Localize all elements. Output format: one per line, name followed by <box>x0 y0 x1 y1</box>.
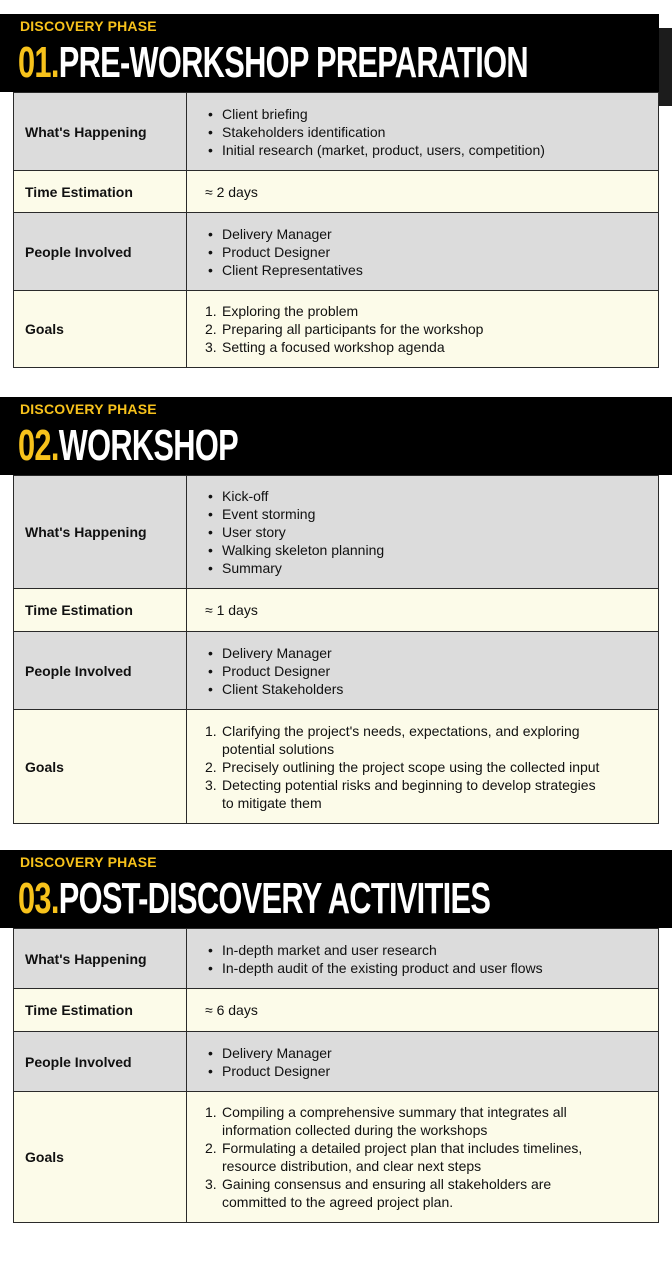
list-item: • Product Designer <box>205 243 652 261</box>
list-item: • Client Stakeholders <box>205 680 652 698</box>
list-item <box>205 776 652 812</box>
list-item: • User story <box>205 523 652 541</box>
time-value: ≈ 1 days <box>187 589 659 632</box>
row-label: Time Estimation <box>14 989 187 1032</box>
list-text: Preparing all participants for the workshop <box>222 321 484 337</box>
phase-number: 01. <box>18 38 59 87</box>
list-item: • Delivery Manager <box>205 644 652 662</box>
list-item: • In-depth audit of the existing product and user flows <box>205 959 652 977</box>
list-number: 1. <box>205 1104 217 1120</box>
list-text: Formulating a detailed project plan that includes timelines, <box>222 1140 583 1156</box>
row-label: Goals <box>14 1092 187 1223</box>
row-label: What's Happening <box>14 476 187 589</box>
list-number: 3. <box>205 1176 217 1192</box>
list-number: 1. <box>205 722 217 739</box>
numbered-list <box>205 1103 652 1211</box>
phase-table <box>13 928 659 1223</box>
phase-section-1 <box>0 14 672 355</box>
phase-header <box>0 850 672 928</box>
list-item <box>205 302 652 320</box>
list-item <box>205 758 652 776</box>
row-label: What's Happening <box>14 93 187 171</box>
list-text: Compiling a comprehensive summary that integrates all <box>222 1104 567 1120</box>
row-goals <box>14 1092 659 1223</box>
list-item <box>205 1175 652 1211</box>
list-number: 3. <box>205 776 217 793</box>
list-text: Setting a focused workshop agenda <box>222 339 445 355</box>
row-time-estimation <box>14 589 659 632</box>
phase-title <box>18 873 490 925</box>
row-value <box>187 291 659 368</box>
list-text: Detecting potential risks and beginning to develop strategies <box>222 776 596 793</box>
row-people-involved <box>14 1032 659 1092</box>
time-value: ≈ 2 days <box>187 171 659 213</box>
list-item: • Delivery Manager <box>205 1044 652 1062</box>
row-value <box>187 1092 659 1223</box>
list-item: • Stakeholders identification <box>205 123 652 141</box>
list-item: • Product Designer <box>205 1062 652 1080</box>
list-item <box>205 338 652 356</box>
bullet-list <box>205 644 652 698</box>
list-text: committed to the agreed project plan. <box>222 1194 454 1210</box>
row-label: Time Estimation <box>14 589 187 632</box>
phase-kicker: DISCOVERY PHASE <box>20 401 157 417</box>
list-item: • Walking skeleton planning <box>205 541 652 559</box>
list-number: 1. <box>205 303 217 319</box>
row-whats-happening <box>14 93 659 171</box>
list-item: • Initial research (market, product, users, competition) <box>205 141 652 159</box>
phase-table <box>13 475 659 824</box>
list-item: • In-depth market and user research <box>205 941 652 959</box>
list-text: Exploring the problem <box>222 303 359 319</box>
list-item <box>205 320 652 338</box>
phase-section-3 <box>0 850 672 1210</box>
phase-number: 03. <box>18 874 59 923</box>
time-value: ≈ 6 days <box>187 989 659 1032</box>
numbered-list <box>205 302 652 356</box>
row-value <box>187 93 659 171</box>
list-number: 2. <box>205 321 217 337</box>
list-text: resource distribution, and clear next steps <box>222 1158 482 1174</box>
list-text: Precisely outlining the project scope using the collected input <box>222 758 600 775</box>
list-item: • Summary <box>205 559 652 577</box>
phase-title <box>18 37 528 89</box>
list-item: • Kick-off <box>205 487 652 505</box>
list-text: to mitigate them <box>222 794 322 811</box>
phase-table <box>13 92 659 368</box>
list-text: potential solutions <box>222 740 335 757</box>
phase-number: 02. <box>18 421 59 470</box>
phase-kicker: DISCOVERY PHASE <box>20 854 157 870</box>
row-value <box>187 929 659 989</box>
row-whats-happening <box>14 476 659 589</box>
phase-title <box>18 420 238 472</box>
list-item: • Delivery Manager <box>205 225 652 243</box>
row-label: People Involved <box>14 1032 187 1092</box>
row-people-involved <box>14 213 659 291</box>
row-label: Time Estimation <box>14 171 187 213</box>
bullet-list <box>205 225 652 279</box>
phase-header <box>0 14 659 92</box>
list-text: Clarifying the project's needs, expectations, and exploring <box>222 722 580 739</box>
header-edge-tab <box>659 28 672 106</box>
phase-header <box>0 397 672 475</box>
bullet-list <box>205 487 652 577</box>
list-item: • Client briefing <box>205 105 652 123</box>
list-item: • Client Representatives <box>205 261 652 279</box>
row-label: People Involved <box>14 632 187 710</box>
list-item <box>205 722 652 758</box>
list-number: 2. <box>205 1140 217 1156</box>
row-label: What's Happening <box>14 929 187 989</box>
row-time-estimation <box>14 989 659 1032</box>
list-item <box>205 1103 652 1139</box>
row-value <box>187 476 659 589</box>
phase-title-text: WORKSHOP <box>58 421 238 470</box>
row-value <box>187 213 659 291</box>
bullet-list <box>205 941 652 977</box>
row-label: Goals <box>14 710 187 824</box>
row-label: Goals <box>14 291 187 368</box>
row-goals <box>14 291 659 368</box>
row-people-involved <box>14 632 659 710</box>
row-label: People Involved <box>14 213 187 291</box>
list-item <box>205 1139 652 1175</box>
row-value <box>187 710 659 824</box>
list-text: Gaining consensus and ensuring all stakeholders are <box>222 1176 552 1192</box>
list-number: 3. <box>205 339 217 355</box>
phase-title-text: PRE-WORKSHOP PREPARATION <box>58 38 528 87</box>
list-item: • Product Designer <box>205 662 652 680</box>
phase-kicker: DISCOVERY PHASE <box>20 18 157 34</box>
row-value <box>187 1032 659 1092</box>
list-number: 2. <box>205 758 217 775</box>
row-whats-happening <box>14 929 659 989</box>
numbered-list <box>205 722 652 812</box>
phase-title-text: POST-DISCOVERY ACTIVITIES <box>58 874 491 923</box>
phase-section-2 <box>0 397 672 811</box>
row-value <box>187 632 659 710</box>
list-item: • Event storming <box>205 505 652 523</box>
list-text: information collected during the workshops <box>222 1122 488 1138</box>
bullet-list <box>205 105 652 159</box>
row-goals <box>14 710 659 824</box>
row-time-estimation <box>14 171 659 213</box>
bullet-list <box>205 1044 652 1080</box>
